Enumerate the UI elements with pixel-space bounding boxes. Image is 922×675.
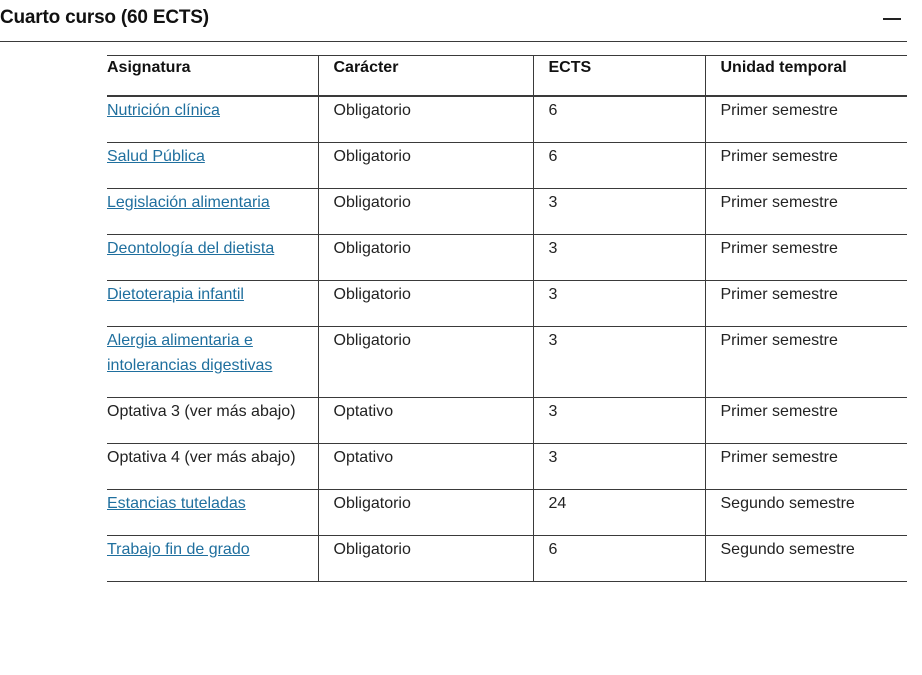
table-row: [107, 443, 907, 489]
table-row: [107, 280, 907, 326]
cell-type: Obligatorio: [318, 280, 533, 326]
cell-ects: 3: [533, 188, 705, 234]
cell-subject: [107, 326, 318, 397]
cell-type: Obligatorio: [318, 535, 533, 581]
minus-icon-bar: [883, 18, 901, 20]
cell-ects: 6: [533, 535, 705, 581]
section-title: Cuarto curso (60 ECTS): [0, 7, 209, 28]
cell-subject: [107, 96, 318, 143]
column-header-subject: Asignatura: [107, 56, 318, 96]
cell-period: Segundo semestre: [705, 535, 907, 581]
cell-subject: [107, 489, 318, 535]
subject-link[interactable]: Alergia alimentaria e intolerancias digestivas: [107, 331, 273, 374]
table-row: [107, 535, 907, 581]
cell-type: Obligatorio: [318, 489, 533, 535]
cell-period: Primer semestre: [705, 188, 907, 234]
subject-link[interactable]: Estancias tuteladas: [107, 494, 246, 512]
table-row: [107, 489, 907, 535]
cell-type: Obligatorio: [318, 326, 533, 397]
cell-subject: [107, 397, 318, 443]
cell-period: Primer semestre: [705, 234, 907, 280]
cell-subject: [107, 280, 318, 326]
cell-period: Segundo semestre: [705, 489, 907, 535]
cell-ects: 3: [533, 234, 705, 280]
cell-ects: 3: [533, 326, 705, 397]
subject-text: Optativa 3 (ver más abajo): [107, 402, 296, 420]
cell-period: Primer semestre: [705, 142, 907, 188]
table-row: [107, 96, 907, 143]
table-row: [107, 188, 907, 234]
subject-link[interactable]: Trabajo fin de grado: [107, 540, 250, 558]
table-header-row: [107, 56, 907, 96]
cell-subject: [107, 188, 318, 234]
table-row: [107, 234, 907, 280]
subject-link[interactable]: Legislación alimentaria: [107, 193, 270, 211]
cell-subject: [107, 234, 318, 280]
table-row: [107, 326, 907, 397]
cell-ects: 3: [533, 397, 705, 443]
cell-period: Primer semestre: [705, 397, 907, 443]
subject-link[interactable]: Nutrición clínica: [107, 101, 220, 119]
cell-type: Obligatorio: [318, 234, 533, 280]
cell-ects: 6: [533, 96, 705, 143]
cell-period: Primer semestre: [705, 280, 907, 326]
cell-period: Primer semestre: [705, 443, 907, 489]
subject-link[interactable]: Dietoterapia infantil: [107, 285, 244, 303]
cell-ects: 3: [533, 443, 705, 489]
subject-text: Optativa 4 (ver más abajo): [107, 448, 296, 466]
cell-subject: [107, 443, 318, 489]
cell-ects: 6: [533, 142, 705, 188]
cell-type: Obligatorio: [318, 142, 533, 188]
cell-type: Obligatorio: [318, 96, 533, 143]
courses-table: [107, 55, 907, 582]
table-body: [107, 96, 907, 582]
cell-period: Primer semestre: [705, 96, 907, 143]
cell-type: Obligatorio: [318, 188, 533, 234]
cell-type: Optativo: [318, 397, 533, 443]
cell-ects: 3: [533, 280, 705, 326]
subject-link[interactable]: Deontología del dietista: [107, 239, 275, 257]
cell-type: Optativo: [318, 443, 533, 489]
column-header-period: Unidad temporal: [705, 56, 907, 96]
cell-ects: 24: [533, 489, 705, 535]
cell-subject: [107, 142, 318, 188]
accordion-header[interactable]: [0, 0, 907, 42]
column-header-type: Carácter: [318, 56, 533, 96]
minus-icon[interactable]: [881, 8, 903, 30]
subject-link[interactable]: Salud Pública: [107, 147, 205, 165]
cell-subject: [107, 535, 318, 581]
table-row: [107, 397, 907, 443]
table-row: [107, 142, 907, 188]
column-header-ects: ECTS: [533, 56, 705, 96]
cell-period: Primer semestre: [705, 326, 907, 397]
